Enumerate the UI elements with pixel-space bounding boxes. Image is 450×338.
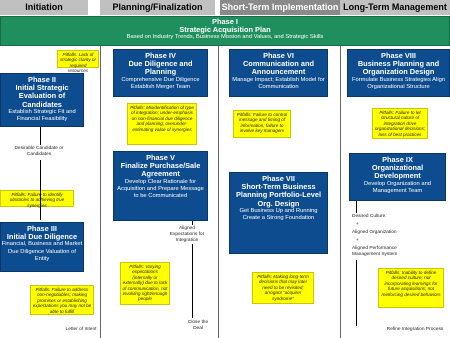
phase-1-title: Phase I — [212, 17, 238, 26]
phase-7-desc-2: Create a Strong Foundation — [242, 215, 315, 222]
label-plus-2: + — [356, 238, 359, 243]
phase-5-desc: Develop Clear Rationale for Acquisition and Prepare Message to be Communicated — [117, 178, 204, 200]
phase-7-box — [229, 172, 328, 254]
phase-3-subtitle: Initial Due Diligence — [6, 232, 78, 242]
flow-line-9 — [356, 260, 357, 326]
phase-2-desc: Establish Strategic Fit and Financial Feasibility — [8, 108, 76, 123]
phase-4-desc: Comprehensive Due Diligence Establish Merger Team — [121, 76, 200, 91]
pitfall-8: Pitfalls: Failure to let structural nature of integration drive organizational decisions; loss of best practices — [372, 108, 428, 139]
pitfall-6: Pitfalls: Failure to control message and timing of information; failure to involve key managers — [233, 110, 291, 138]
phase-1-box — [0, 16, 450, 46]
pitfall-7: Pitfalls: Making long-term decisions that may later need to be revisited; arrogant "acquirer syndrome" — [252, 272, 314, 304]
label-desired-culture: Desired Culture: — [352, 214, 387, 219]
flow-line-3 — [100, 46, 101, 338]
label-aligned-organization: Aligned Organization — [352, 230, 397, 235]
flow-line-4 — [192, 221, 193, 225]
phase-3-title: Phase III — [27, 224, 57, 233]
phase-9-box — [349, 153, 446, 201]
phase-2-box — [0, 73, 84, 127]
header-initiation: Initiation — [0, 0, 88, 15]
label-close-the-deal: Close the Deal — [187, 320, 209, 331]
pitfall-2: Pitfalls: Failure to identify obstacles to achieving true synergies — [0, 190, 74, 207]
phase-8-desc: Formulate Business Strategies Align Organizational Structure — [351, 76, 446, 91]
phase-7-subtitle: Short-Term Business Planning Portfolio-Level Org. Design — [236, 182, 321, 208]
phase-5-subtitle: Finalize Purchase/Sale Agreement — [120, 161, 201, 179]
phase-3-desc: Financial, Business and Market Due Diligence Valuation of Entity — [1, 241, 83, 263]
phase-6-desc: Manage Impact; Establish Model for Communication — [232, 76, 325, 91]
pitfall-4: Pitfalls: Misidentification of type of integration; under-emphasis on non-financial due diligence and planning; overunder-estimating value of synergies — [127, 103, 197, 145]
pitfall-5: Pitfalls: Varying expectations (internally or externally) due to lack of communication, not involving right/enough people — [120, 262, 170, 305]
flow-line-2 — [40, 160, 41, 220]
flow-line-1 — [40, 127, 41, 145]
flow-line-8 — [356, 201, 357, 213]
phase-5-box — [113, 151, 208, 221]
label-refine-integration: Refine Integration Process — [386, 327, 444, 332]
flow-line-6 — [218, 46, 219, 338]
phase-8-subtitle: Business Planning and Organization Design — [357, 59, 440, 77]
label-desirable-candidates: Desirable Candidate or Candidates — [14, 146, 64, 157]
pitfall-9: Pitfalls: Inability to define desired culture; not incorporating learnings for future acquisitions; not reinforcing desired behaviors — [378, 268, 444, 308]
label-letter-of-intent: Letter of Intent — [65, 327, 97, 332]
phase-9-title: Phase IX — [382, 155, 413, 164]
phase-6-subtitle: Communication and Announcement — [242, 59, 315, 77]
header-short-term: Short-Term Implementation — [220, 0, 340, 15]
label-plus-1: + — [356, 222, 359, 227]
phase-2-title: Phase II — [28, 75, 56, 84]
phase-4-subtitle: Due Diligence and Planning — [128, 59, 193, 77]
header-long-term: Long-Term Management — [340, 0, 450, 15]
phase-1-subtitle: Strategic Acquisition Plan — [179, 25, 271, 35]
phase-8-box — [347, 49, 450, 97]
phase-4-title: Phase IV — [145, 51, 176, 60]
phase-8-title: Phase VIII — [381, 51, 416, 60]
header-planning: Planning/Finalization — [100, 0, 215, 15]
phase-9-desc: Develop Organization and Management Team — [363, 180, 432, 195]
label-aligned-performance: Aligned Performance Management System — [352, 246, 398, 257]
label-aligned-expectations: Aligned Expectations for Integration — [169, 226, 205, 243]
pitfall-3: Pitfalls: Failure to address non-negotiables; making promises or establishing expectations you may not be able to fulfill — [30, 285, 94, 315]
phase-1-desc: Based on Industry Trends, Business Mission and Values, and Strategic Skills — [126, 34, 324, 41]
phase-6-box — [229, 49, 328, 97]
phase-6-title: Phase VI — [263, 51, 294, 60]
flow-line-7 — [340, 46, 341, 338]
phase-4-box — [113, 49, 208, 97]
phase-9-subtitle: Organizational Development — [371, 163, 424, 181]
phase-3-box — [0, 222, 84, 272]
phase-5-title: Phase V — [146, 153, 175, 162]
phase-2-subtitle: Initial Strategic Evaluation of Candidates — [15, 83, 69, 109]
phase-7-desc-1: Get Business Up and Running — [239, 207, 318, 214]
phase-7-title: Phase VII — [262, 174, 295, 183]
flow-line-5 — [192, 244, 193, 318]
pitfall-1: Pitfalls: Lack of strategic clarity or required resources — [57, 50, 99, 68]
